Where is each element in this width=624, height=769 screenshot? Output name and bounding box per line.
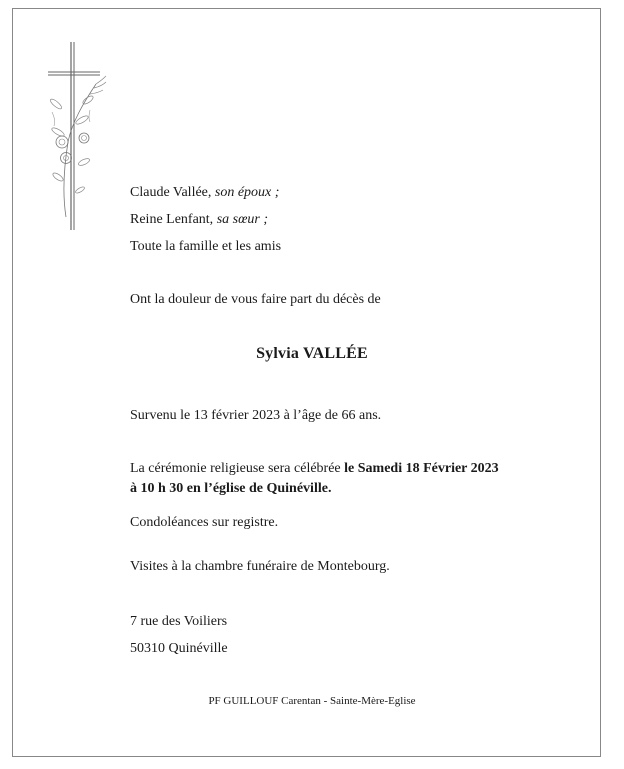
address-city: 50310 Quinéville [130, 641, 228, 656]
cross-with-flowers-icon [44, 42, 114, 232]
sister-name: Reine Lenfant, [130, 212, 217, 227]
ceremony-intro: La cérémonie religieuse sera célébrée [130, 461, 345, 476]
deceased-name: Sylvia VALLÉE [256, 345, 368, 362]
sister-relation: sa sœur ; [216, 212, 269, 227]
condolences-text: Condoléances sur registre. [130, 515, 279, 530]
ceremony-date: le Samedi 18 Février 2023 [344, 461, 499, 476]
family-spouse [130, 184, 279, 202]
funeral-home-footer: PF GUILLOUF Carentan - Sainte-Mère-Eglise [208, 695, 416, 707]
address-street: 7 rue des Voiliers [130, 614, 228, 629]
ceremony-line-1 [130, 460, 499, 478]
ceremony-line-2 [130, 480, 331, 498]
spouse-name: Claude Vallée, [130, 185, 215, 200]
family-sister [130, 211, 268, 229]
ceremony-place: à 10 h 30 en l’église de Quinéville. [130, 481, 332, 496]
announcement-text: Ont la douleur de vous faire part du décès de [130, 292, 381, 307]
visits-text: Visites à la chambre funéraire de Montebourg. [130, 559, 390, 574]
family-others: Toute la famille et les amis [130, 239, 282, 254]
spouse-relation: son époux ; [214, 185, 280, 200]
death-info: Survenu le 13 février 2023 à l’âge de 66 ans. [130, 408, 382, 423]
